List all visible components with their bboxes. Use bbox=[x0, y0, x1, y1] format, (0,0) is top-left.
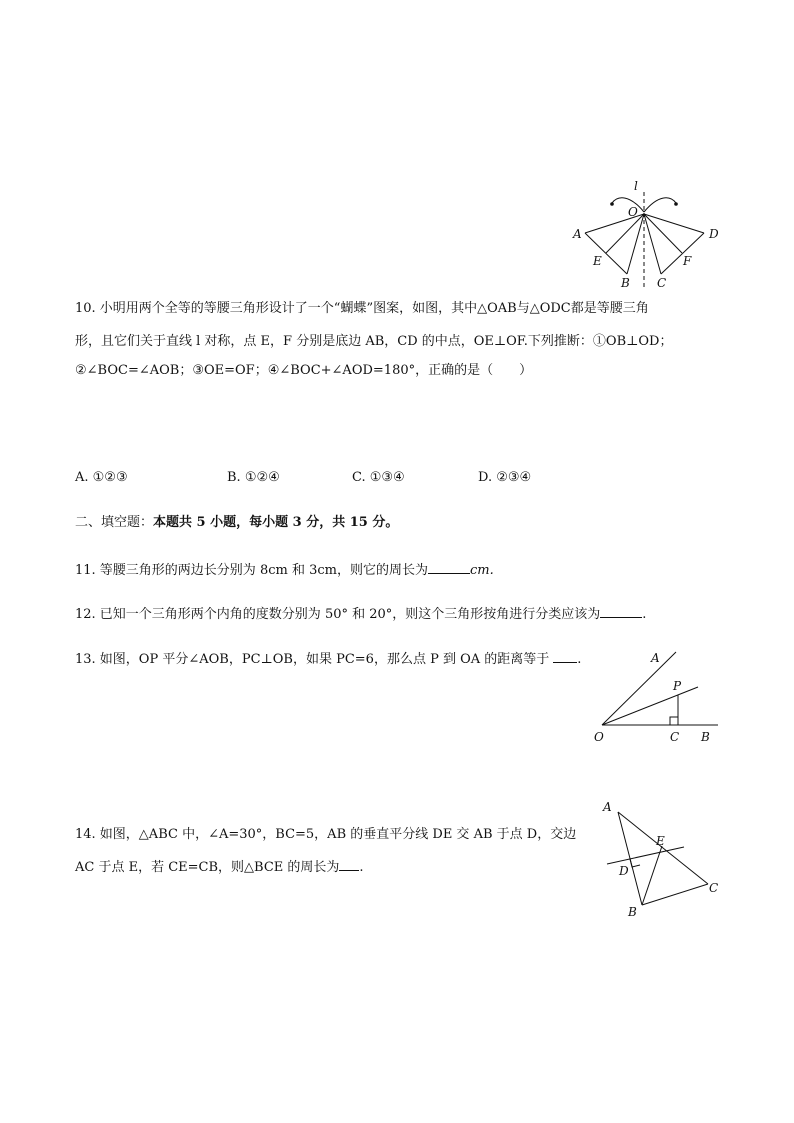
q12-text: 12. 已知一个三角形两个内角的度数分别为 50° 和 20°，则这个三角形按角进行分类应该为 bbox=[75, 607, 601, 622]
q10-line1: 10. 小明用两个全等的等腰三角形设计了一个“蝴蝶”图案，如图，其中△OAB与△ODC都是等腰三角 bbox=[75, 301, 649, 316]
q10-option-d[interactable]: D. ②③④ bbox=[478, 470, 532, 485]
label-C: C bbox=[657, 276, 667, 290]
q10-option-c[interactable]: C. ①③④ bbox=[352, 470, 405, 485]
q10-line3: ②∠BOC=∠AOB；③OE=OF；④∠BOC+∠AOD=180°，正确的是（ ） bbox=[75, 363, 533, 378]
label-D: D bbox=[709, 227, 719, 241]
label-P: P bbox=[673, 679, 682, 693]
q11-text: 11. 等腰三角形的两边长分别为 8cm 和 3cm，则它的周长为 bbox=[75, 563, 428, 578]
q10-option-a[interactable]: A. ①②③ bbox=[75, 470, 128, 485]
label-F: F bbox=[683, 254, 692, 268]
q13-end: . bbox=[577, 652, 582, 667]
q14-end: . bbox=[359, 860, 364, 875]
label-A: A bbox=[651, 651, 660, 665]
label-C: C bbox=[670, 730, 680, 744]
label-B: B bbox=[621, 276, 630, 290]
side-AC bbox=[618, 812, 708, 884]
segment-BE bbox=[642, 846, 662, 905]
label-A: A bbox=[573, 227, 582, 241]
label-E: E bbox=[593, 254, 602, 268]
right-angle-mark bbox=[630, 859, 640, 867]
label-E: E bbox=[656, 834, 665, 848]
label-l: l bbox=[634, 179, 638, 193]
q10-option-b[interactable]: B. ①②④ bbox=[227, 470, 280, 485]
label-O: O bbox=[628, 205, 638, 219]
label-O: O bbox=[594, 730, 604, 744]
section-prefix: 二、填空题： bbox=[75, 515, 154, 530]
q14-text: AC 于点 E，若 CE=CB，则△BCE 的周长为 bbox=[75, 860, 340, 875]
q10-line2: 形，且它们关于直线 l 对称，点 E，F 分别是底边 AB，CD 的中点，OE⊥OF.下列推断：①OB⊥OD； bbox=[75, 334, 673, 349]
label-A: A bbox=[603, 800, 612, 814]
label-B: B bbox=[701, 730, 710, 744]
q12-end: . bbox=[642, 607, 647, 622]
label-C: C bbox=[709, 881, 719, 895]
label-D: D bbox=[619, 864, 629, 878]
side-BC bbox=[642, 884, 708, 905]
label-B: B bbox=[628, 905, 637, 919]
q13-text: 13. 如图，OP 平分∠AOB，PC⊥OB，如果 PC=6，那么点 P 到 OA 的距离等于 bbox=[75, 652, 550, 667]
section-instructions: 本题共 5 小题，每小题 3 分，共 15 分。 bbox=[153, 515, 399, 530]
q11-unit: cm. bbox=[469, 563, 494, 578]
q14-line1: 14. 如图，△ABC 中，∠A=30°，BC=5，AB 的垂直平分线 DE 交 AB 于点 D，交边 bbox=[75, 827, 577, 842]
